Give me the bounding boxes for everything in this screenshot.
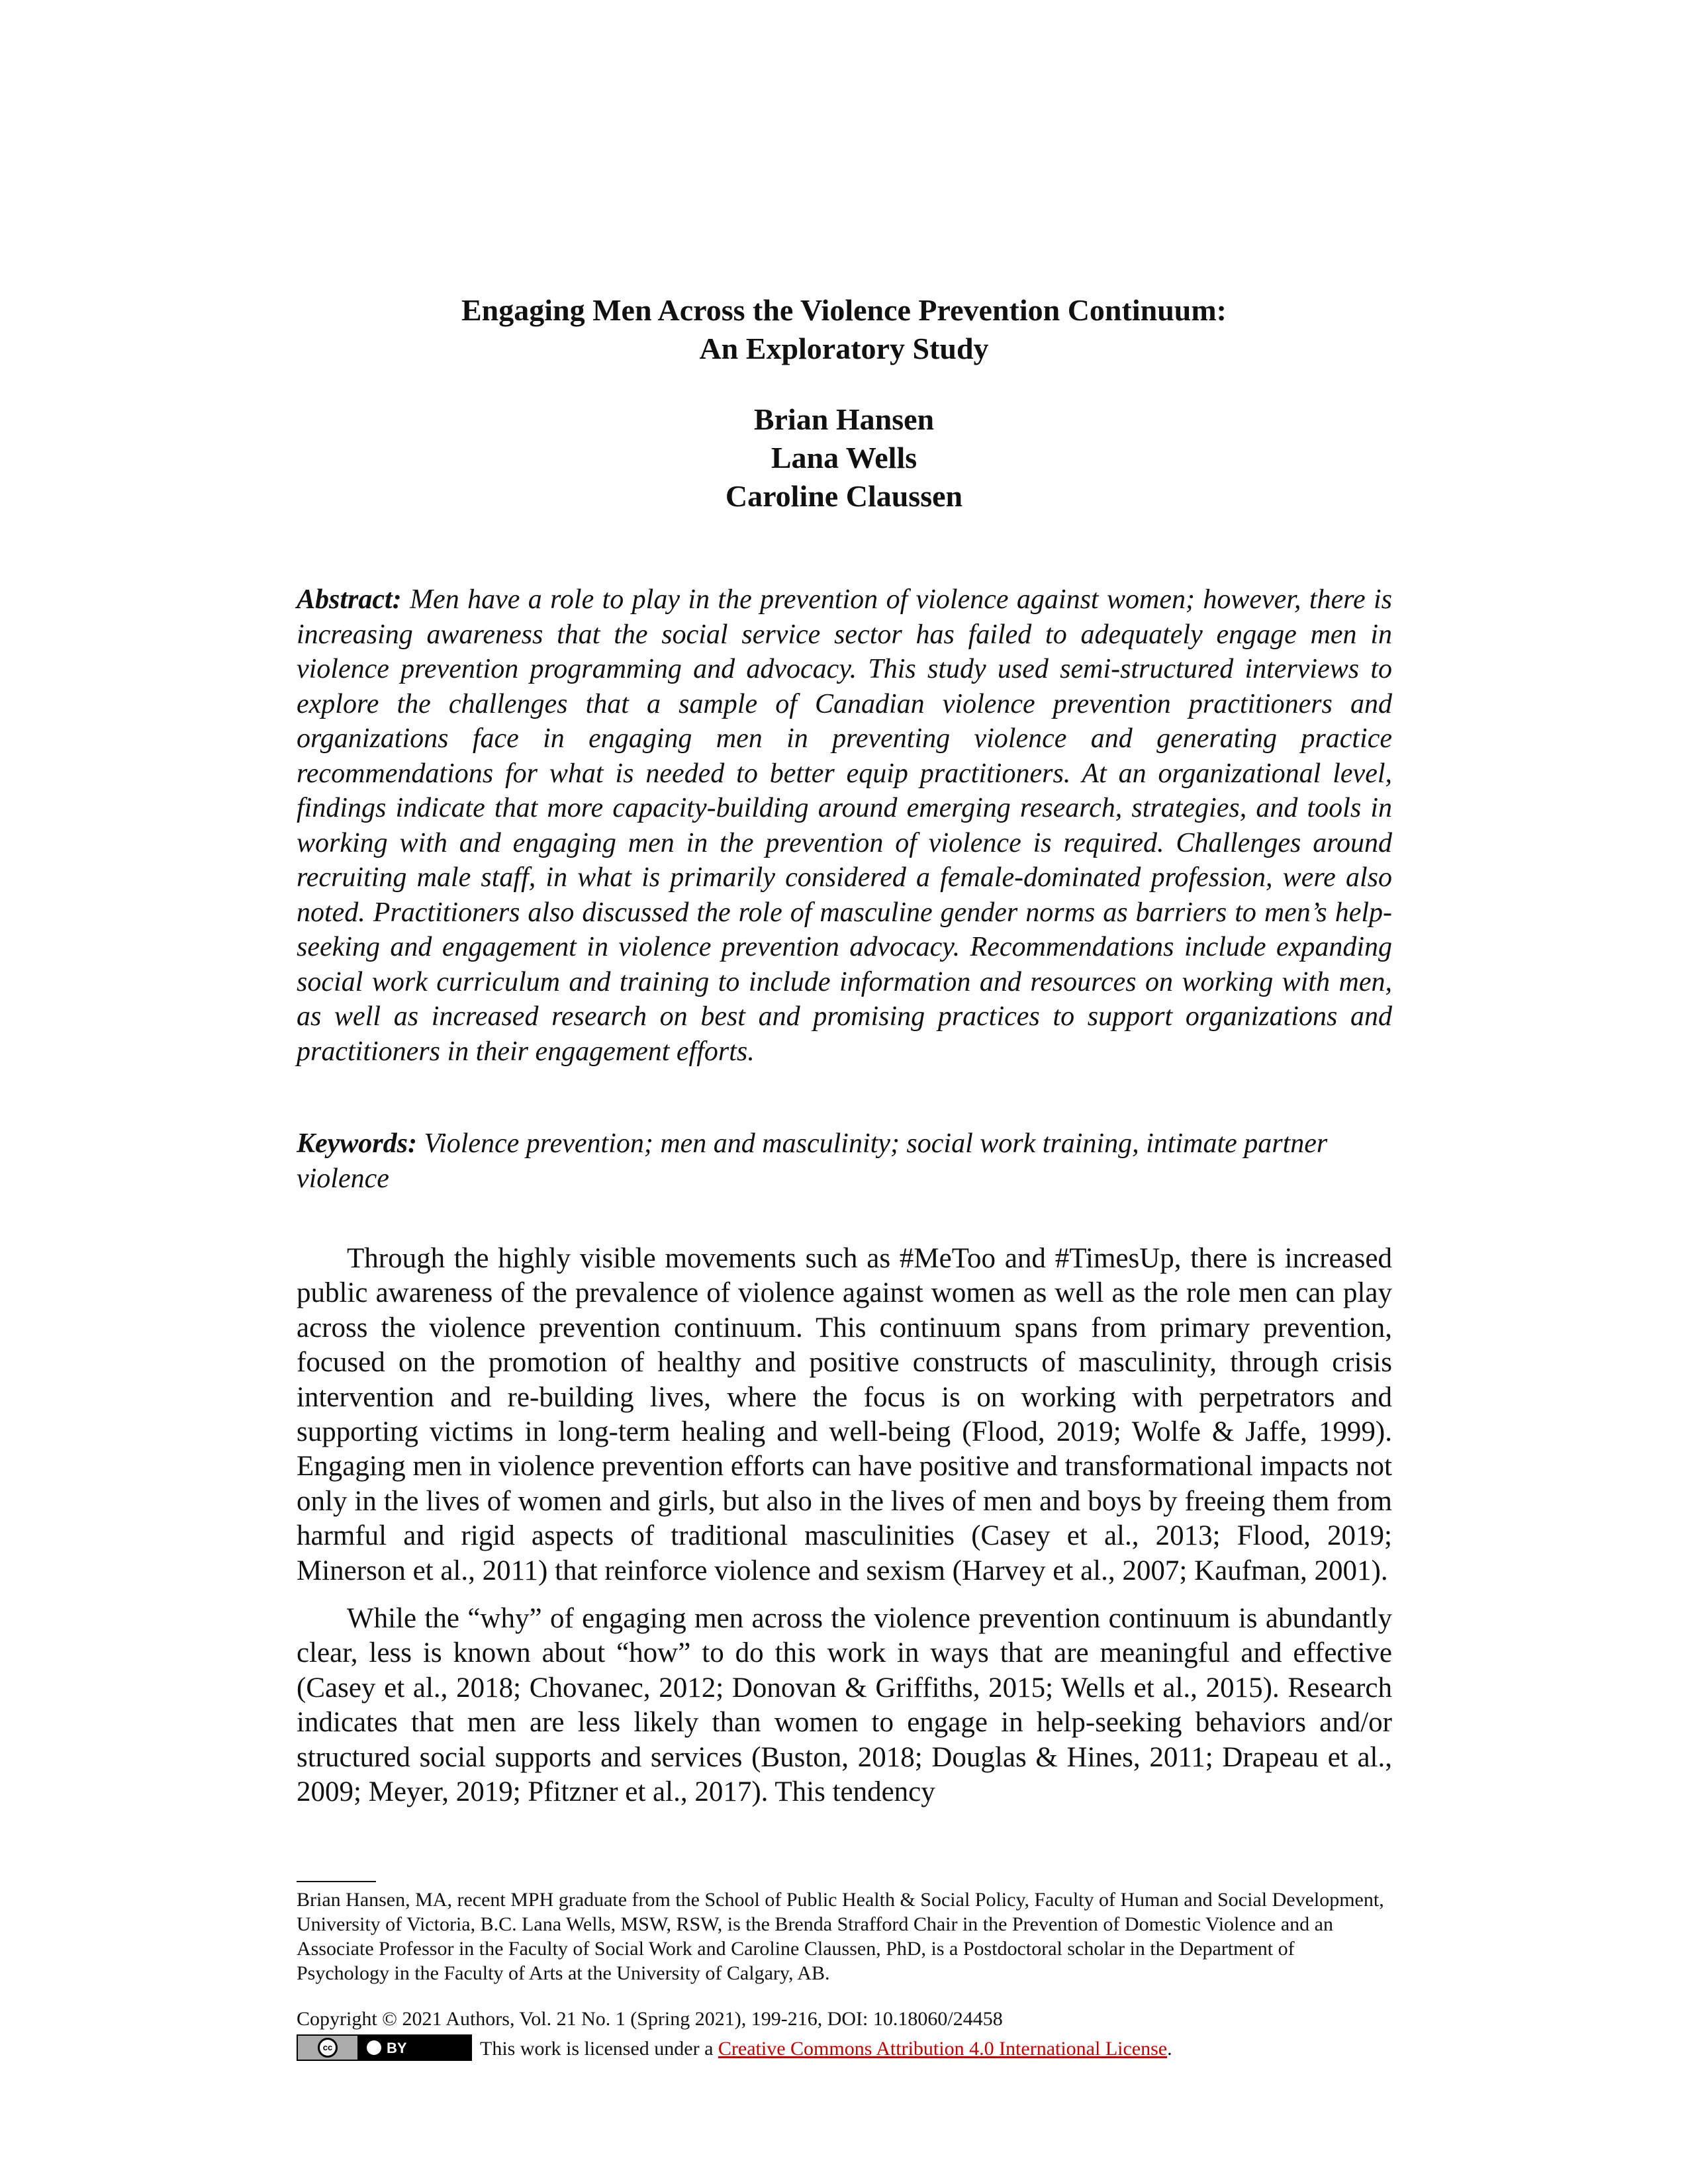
author-name: Lana Wells — [771, 441, 917, 475]
keywords-label: Keywords: — [297, 1128, 417, 1159]
author-footnote: Brian Hansen, MA, recent MPH graduate from the School of Public Health & Social Policy, Faculty of Human and Social Development, University of Victoria, B.C. Lana Wells, MSW, RSW, is the Brenda Strafford Chair in the Prevention of Domestic Violence and an Associate Professor in the Faculty of Social Work and Caroline Claussen, PhD, is a Postdoctoral scholar in the Department of Psychology in the Faculty of Arts at the University of Calgary, AB. — [297, 1889, 1384, 1984]
author-name: Caroline Claussen — [725, 479, 963, 513]
cc-by-badge[interactable] — [297, 2034, 472, 2061]
attribution-icon — [367, 2040, 381, 2055]
cc-by-label: BY — [387, 2039, 407, 2056]
cc-icon: cc — [318, 2038, 338, 2058]
abstract-label: Abstract: — [297, 584, 402, 615]
paper-title — [0, 291, 1688, 368]
body-text — [297, 1242, 1392, 1823]
abstract — [297, 582, 1392, 1069]
copyright-line: Copyright © 2021 Authors, Vol. 21 No. 1 (Spring 2021), 199-216, DOI: 10.18060/24458 — [297, 2008, 1003, 2030]
abstract-text: Men have a role to play in the prevention of violence against women; however, there is increasing awareness that the social service sector has failed to adequately engage men in violence prevention programming and advocacy. This study used semi-structured interviews to explore the challenges that a sample of Canadian violence prevention practitioners and organizations face in engaging men in preventing violence and generating practice recommendations for what is needed to better equip practitioners. At an organizational level, findings indicate that more capacity-building around emerging research, strategies, and tools in working with and engaging men in the prevention of violence is required. Challenges around recruiting male staff, in what is primarily considered a female-dominated profession, were also noted. Practitioners also discussed the role of masculine gender norms as barriers to men’s help-seeking and engagement in violence prevention advocacy. Recommendations include expanding social work curriculum and training to include information and resources on working with men, as well as increased research on best and promising practices to support organizations and practitioners in their engagement efforts. — [297, 584, 1393, 1067]
keywords-text: Violence prevention; men and masculinity; social work training, intimate partner violence — [297, 1128, 1328, 1194]
keywords — [297, 1126, 1392, 1196]
license-prefix: This work is licensed under a — [480, 2038, 718, 2060]
footnote-divider — [297, 1881, 376, 1882]
title-line-2: An Exploratory Study — [699, 332, 989, 365]
body-paragraph: While the “why” of engaging men across the violence prevention continuum is abundantly clear, less is known about “how” to do this work in ways that are meaningful and effective (Casey et al., 2018; Chovanec, 2012; Donovan & Griffiths, 2015; Wells et al., 2015). Research indicates that men are less likely than women to engage in help-seeking behaviors and/or structured social supports and services (Buston, 2018; Douglas & Hines, 2011; Drapeau et al., 2009; Meyer, 2019; Pfitzner et al., 2017). This tendency — [297, 1603, 1392, 1808]
title-line-1: Engaging Men Across the Violence Prevention Continuum: — [461, 293, 1227, 327]
license-text — [480, 2036, 1172, 2061]
cc-badge-right — [359, 2036, 471, 2060]
license-row — [297, 2032, 1172, 2061]
body-paragraph: Through the highly visible movements such as #MeToo and #TimesUp, there is increased public awareness of the prevalence of violence against women as well as the role men can play across the violence prevention continuum. This continuum spans from primary prevention, focused on the promotion of healthy and positive constructs of masculinity, through crisis intervention and re-building lives, where the focus is on working with perpetrators and supporting victims in long-term healing and well-being (Flood, 2019; Wolfe & Jaffe, 1999). Engaging men in violence prevention efforts can have positive and transformational impacts not only in the lives of women and girls, but also in the lives of men and boys by freeing them from harmful and rigid aspects of traditional masculinities (Casey et al., 2013; Flood, 2019; Minerson et al., 2011) that reinforce violence and sexism (Harvey et al., 2007; Kaufman, 2001). — [297, 1243, 1392, 1586]
author-list — [0, 400, 1688, 516]
license-suffix: . — [1167, 2038, 1172, 2060]
license-link[interactable]: Creative Commons Attribution 4.0 International License — [718, 2038, 1168, 2060]
author-name: Brian Hansen — [753, 402, 935, 436]
cc-badge-left — [298, 2036, 359, 2060]
